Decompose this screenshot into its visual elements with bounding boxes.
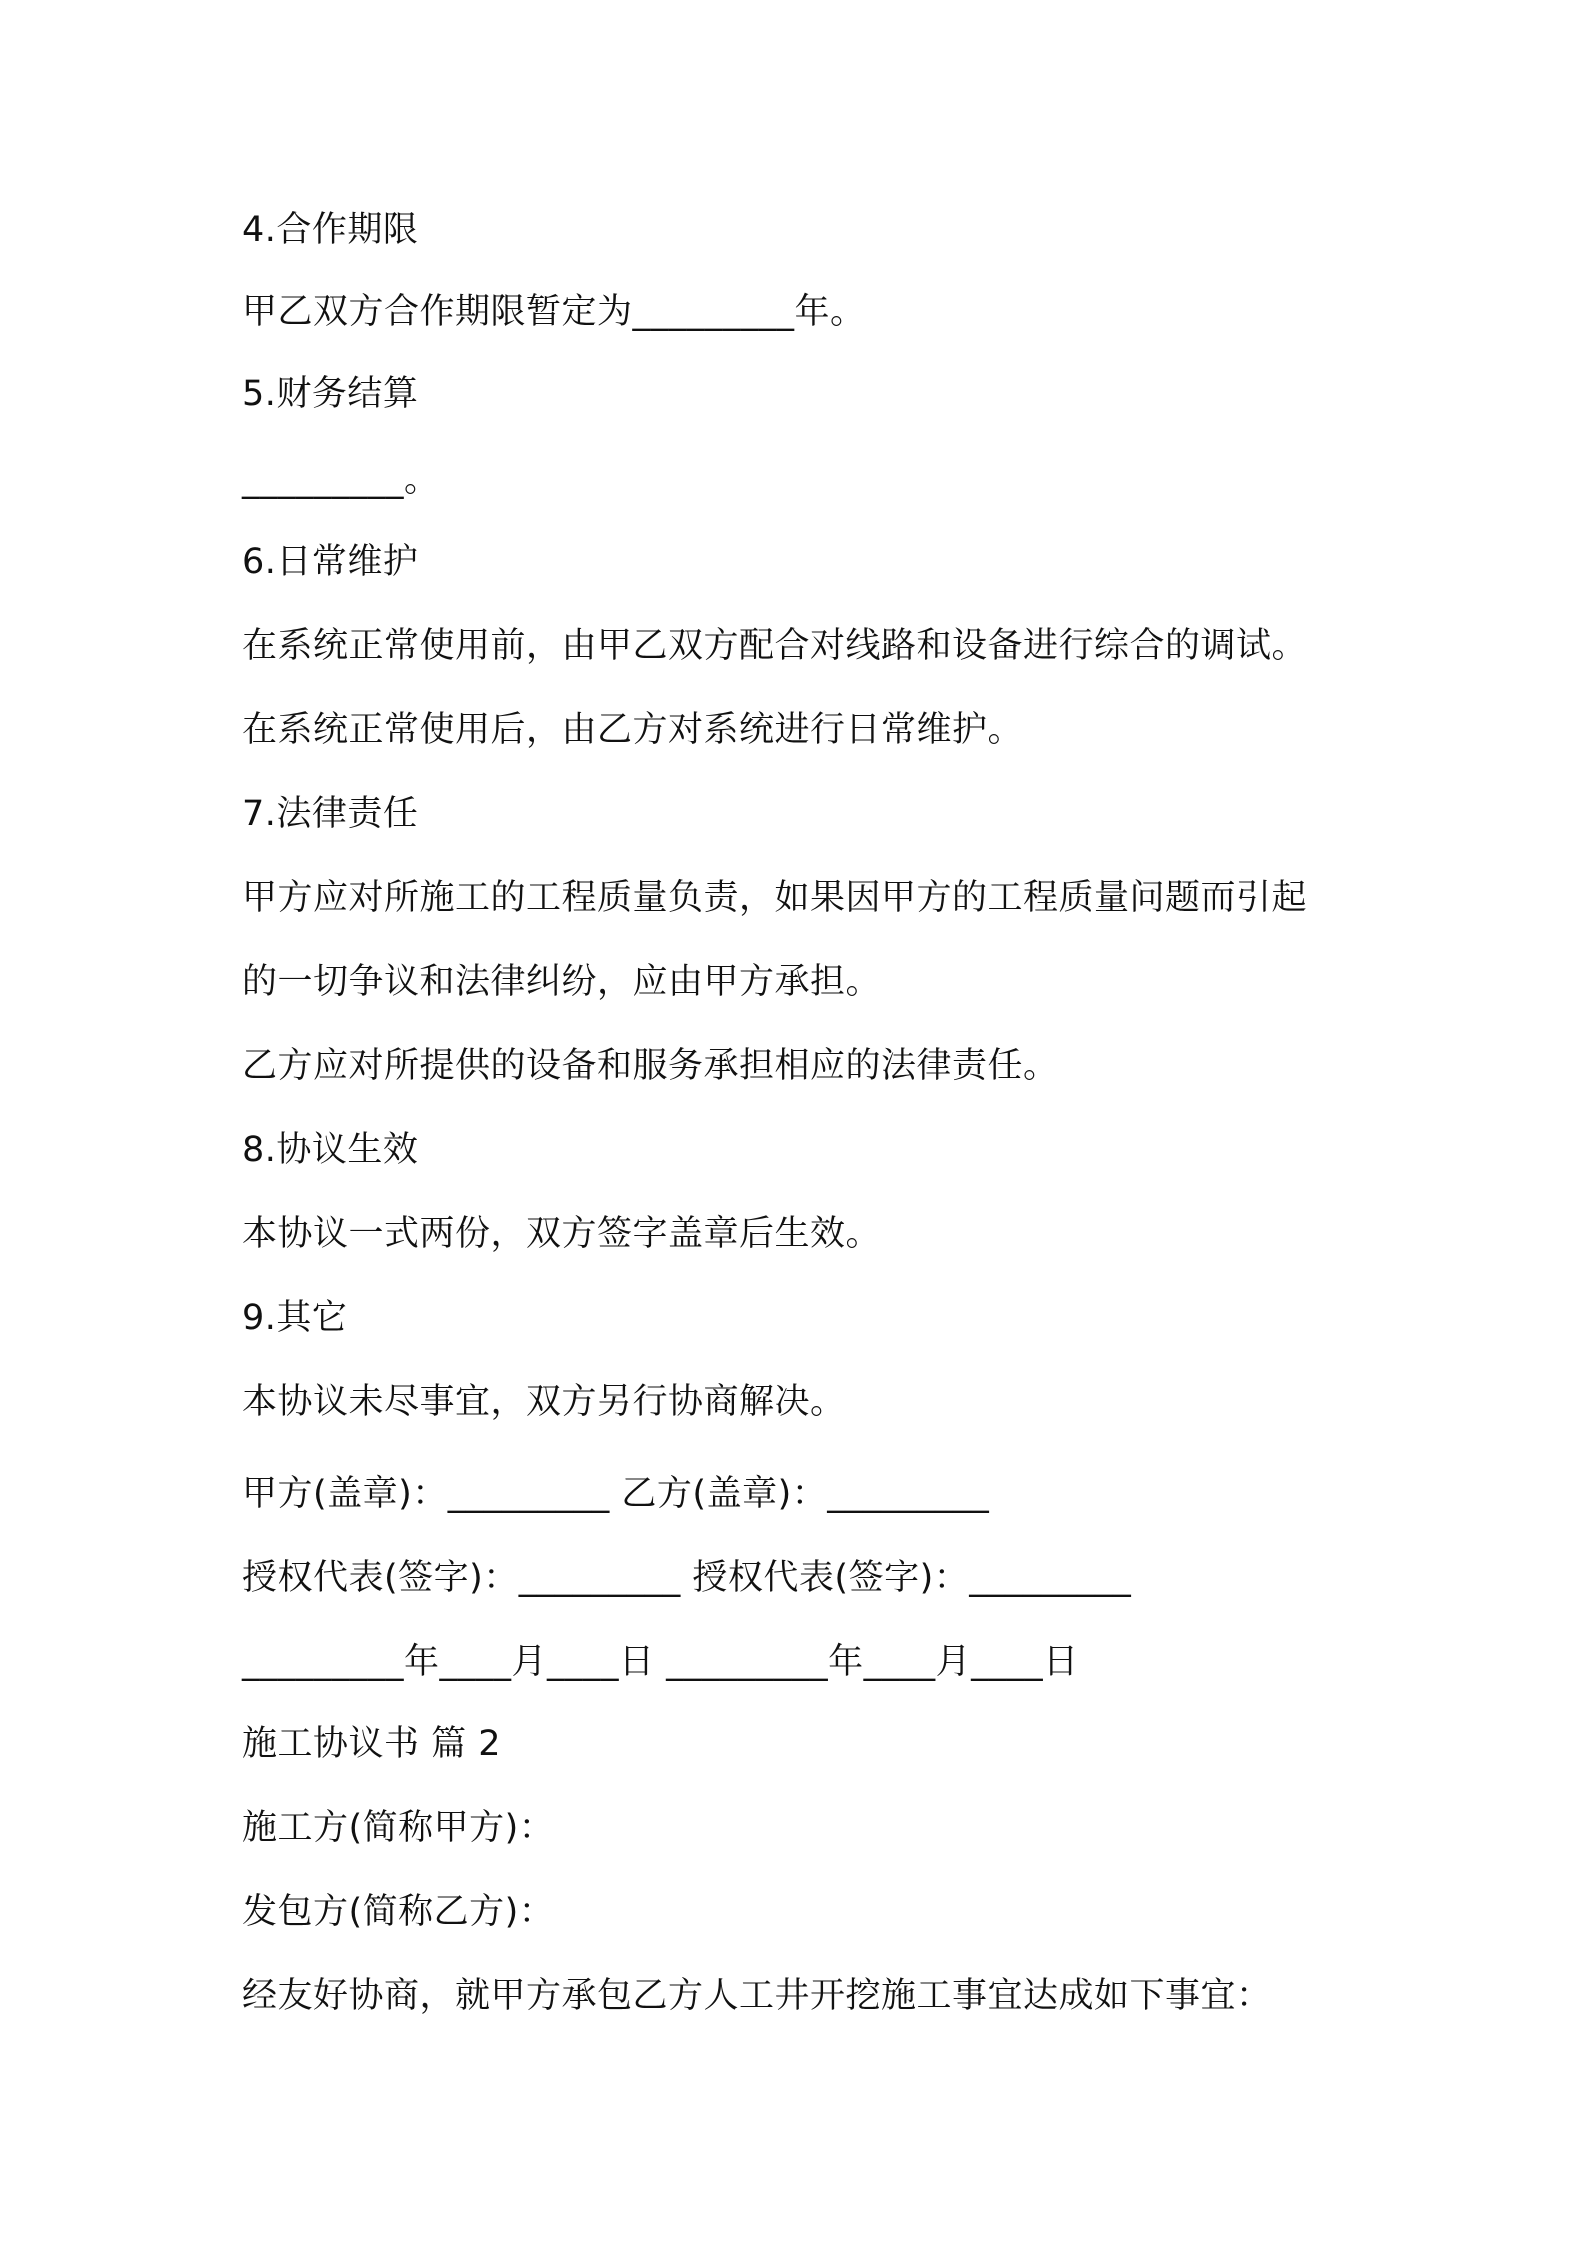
section-heading-daily-maintenance: 6.日常维护 bbox=[242, 542, 419, 582]
paragraph-liability-party-a: 甲方应对所施工的工程质量负责，如果因甲方的工程质量问题而引起 bbox=[242, 878, 1308, 918]
section-heading-cooperation-term: 4.合作期限 bbox=[242, 210, 419, 250]
signature-seal-line: 甲方(盖章)：_________ 乙方(盖章)：_________ bbox=[242, 1474, 990, 1514]
section-heading-legal-liability: 7.法律责任 bbox=[242, 794, 419, 834]
section-heading-other: 9.其它 bbox=[242, 1298, 348, 1338]
paragraph-agreement-intro: 经友好协商，就甲方承包乙方人工井开挖施工事宜达成如下事宜： bbox=[242, 1976, 1272, 2016]
paragraph-financial-settlement: _________。 bbox=[242, 460, 440, 500]
paragraph-liability-party-a-cont: 的一切争议和法律纠纷，应由甲方承担。 bbox=[242, 962, 882, 1002]
signature-representative-line: 授权代表(签字)：_________ 授权代表(签字)：_________ bbox=[242, 1558, 1132, 1598]
paragraph-maintenance-after-use: 在系统正常使用后，由乙方对系统进行日常维护。 bbox=[242, 710, 1024, 750]
paragraph-cooperation-term: 甲乙双方合作期限暂定为_________年。 bbox=[242, 292, 866, 332]
paragraph-agreement-effective: 本协议一式两份，双方签字盖章后生效。 bbox=[242, 1214, 882, 1254]
document-title-part-2: 施工协议书 篇 2 bbox=[242, 1724, 502, 1764]
paragraph-liability-party-b: 乙方应对所提供的设备和服务承担相应的法律责任。 bbox=[242, 1046, 1059, 1086]
section-heading-financial-settlement: 5.财务结算 bbox=[242, 374, 419, 414]
paragraph-other: 本协议未尽事宜，双方另行协商解决。 bbox=[242, 1382, 846, 1422]
party-a-contractor-line: 施工方(简称甲方)： bbox=[242, 1808, 555, 1848]
signature-date-line: _________年____月____日 _________年____月____日 bbox=[242, 1642, 1079, 1682]
section-heading-agreement-effective: 8.协议生效 bbox=[242, 1130, 419, 1170]
paragraph-maintenance-before-use: 在系统正常使用前，由甲乙双方配合对线路和设备进行综合的调试。 bbox=[242, 626, 1308, 666]
party-b-employer-line: 发包方(简称乙方)： bbox=[242, 1892, 555, 1932]
